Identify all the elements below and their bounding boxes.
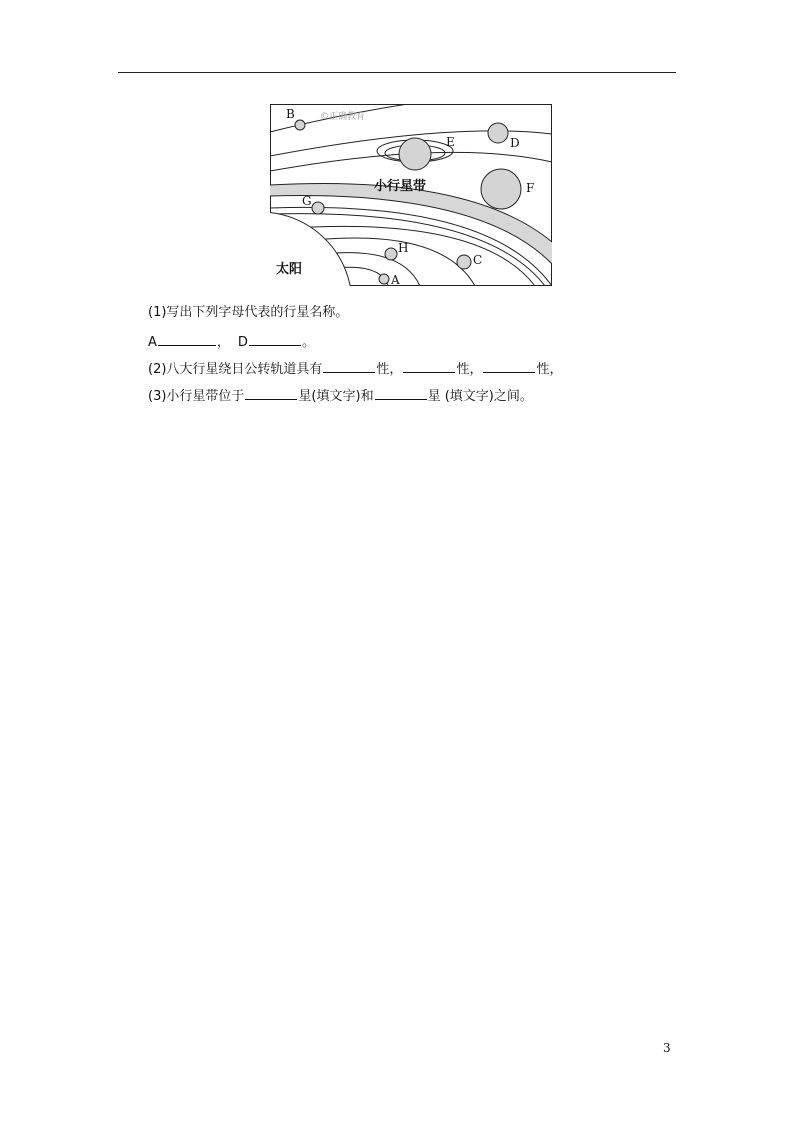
orbit-property-blank-3[interactable] [483,360,535,373]
asteroid-belt-label: 小行星带 [374,179,427,194]
asteroid-belt-inner-planet-blank[interactable] [245,387,297,400]
question-3-prefix: (3)小行星带位于 [148,389,245,404]
planet-e [399,138,431,170]
question-3-mid-2: 星 (填文字)之间。 [427,389,533,404]
label-c: C [473,253,483,267]
answer-separator: ， [216,335,230,350]
question-2 [148,360,562,378]
planet-f [481,169,521,209]
question-3-mid-1: 星(填文字)和 [298,389,374,404]
answer-d-label: D [237,335,248,350]
question-2-suffix-2: 性， [456,362,483,377]
question-3 [148,387,533,405]
planet-d [488,123,508,143]
planet-a [379,274,389,284]
label-e: E [446,135,455,149]
answer-a-blank[interactable] [158,333,216,346]
page-number: 3 [663,1041,671,1055]
solar-system-figure [270,104,552,286]
label-g: G [302,194,312,208]
answer-d-blank[interactable] [249,333,301,346]
planet-b [295,120,305,130]
orbit-property-blank-2[interactable] [403,360,455,373]
header-rule [118,72,676,73]
label-h: H [398,241,409,255]
planet-g [312,202,324,214]
planet-h [385,248,397,260]
question-2-suffix-3: 性， [536,362,563,377]
question-1-answer-line [148,333,315,351]
label-b: B [286,107,295,121]
asteroid-belt-outer-planet-blank[interactable] [375,387,427,400]
figure-watermark: ©正确教育 [320,112,366,122]
sun-label: 太阳 [276,262,303,277]
orbit-property-blank-1[interactable] [323,360,375,373]
solar-system-diagram [270,104,552,286]
label-f: F [526,181,535,195]
question-1-prompt: (1)写出下列字母代表的行星名称。 [148,305,349,320]
label-a: A [391,273,400,286]
answer-end-mark: 。 [301,335,315,350]
planet-c [457,255,471,269]
question-2-prefix: (2)八大行星绕日公转轨道具有 [148,362,323,377]
question-2-suffix-1: 性， [376,362,403,377]
answer-a-label: A [148,335,157,350]
label-d: D [510,136,520,150]
